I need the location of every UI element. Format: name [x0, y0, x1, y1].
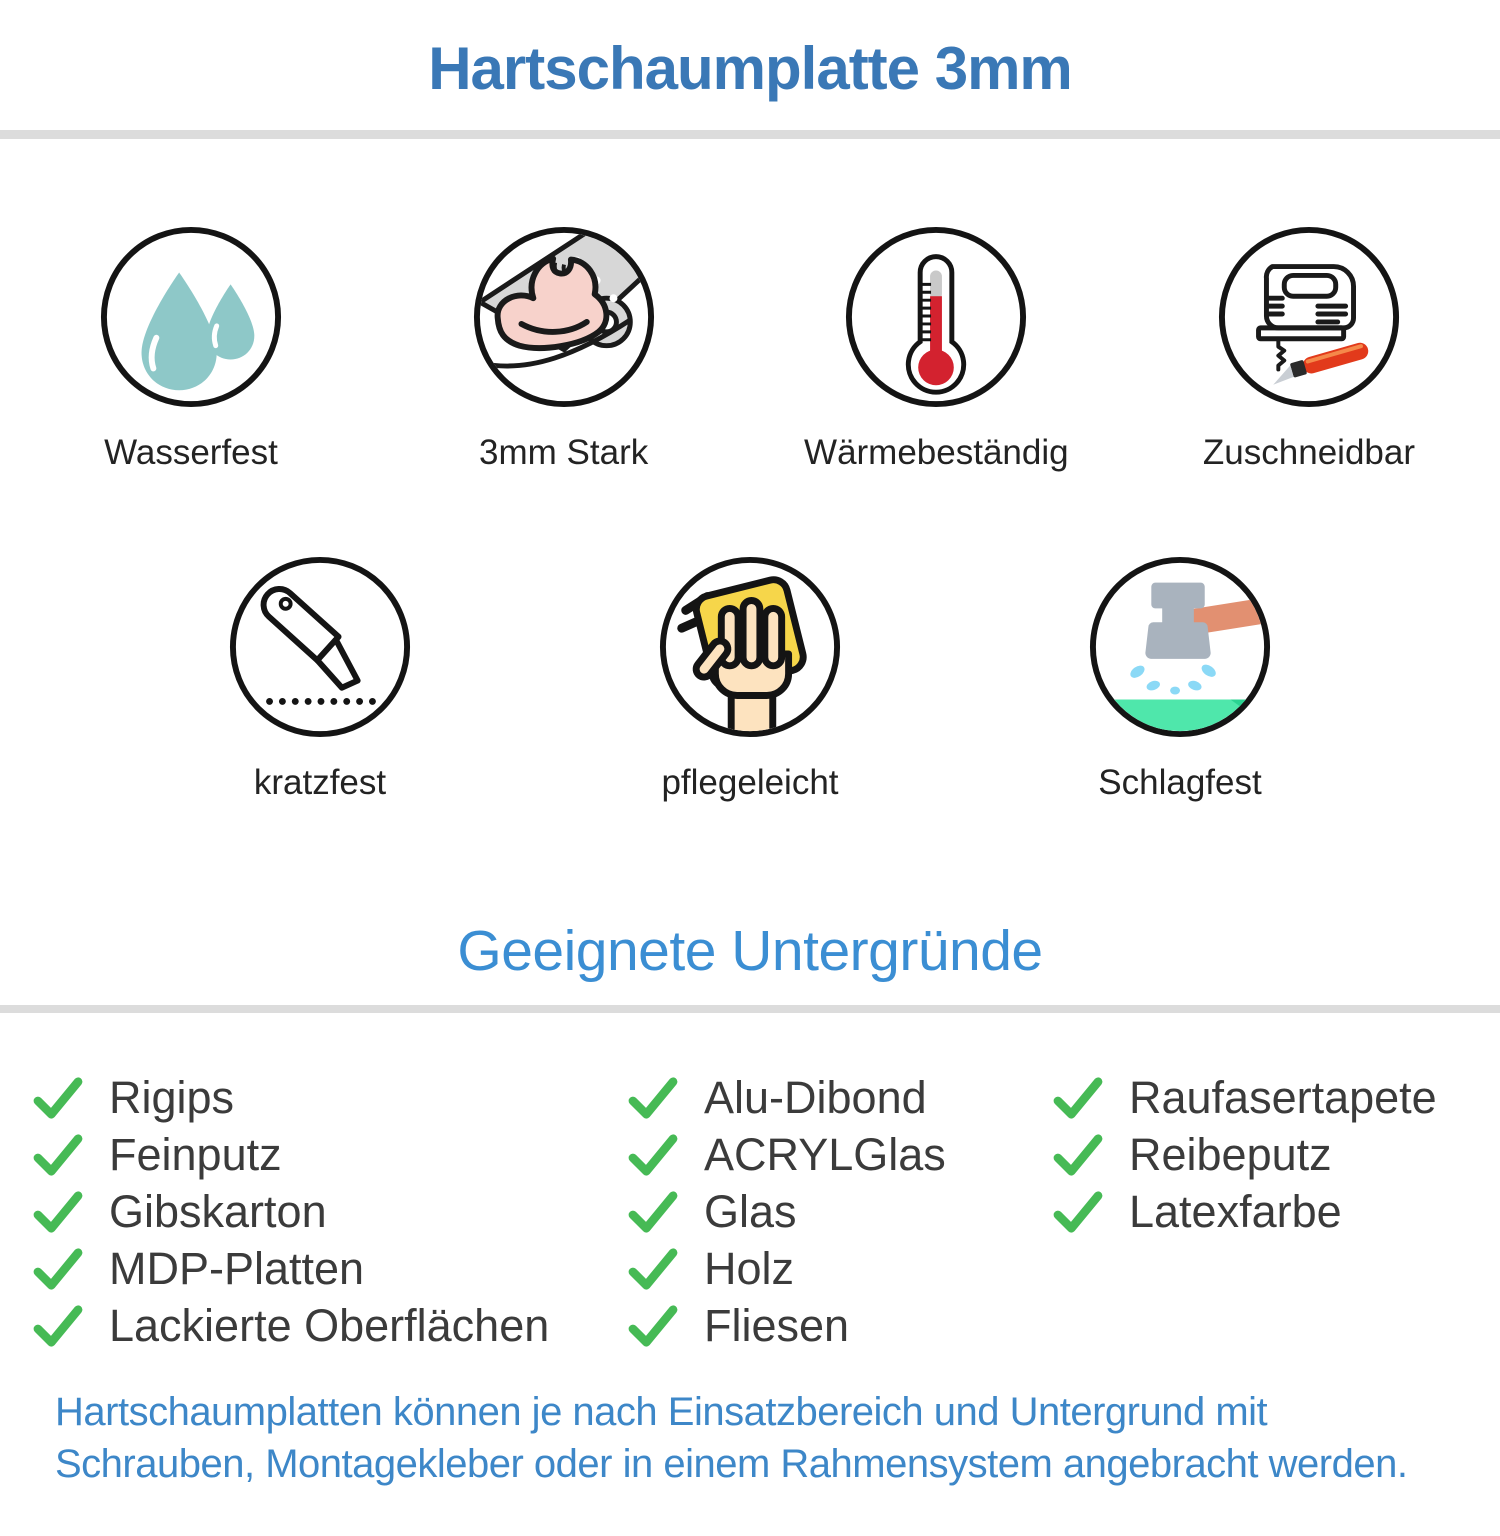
checkmark-icon — [628, 1076, 678, 1120]
list-item — [1053, 1069, 1500, 1126]
checkmark-icon — [628, 1133, 678, 1177]
checkmark-icon — [1053, 1076, 1103, 1120]
list-item — [1053, 1126, 1500, 1183]
list-item — [33, 1183, 628, 1240]
substrate-label: Feinputz — [109, 1128, 282, 1180]
substrate-label: Lackierte Oberflächen — [109, 1299, 550, 1351]
footer-note — [0, 1386, 1500, 1490]
substrate-label: ACRYLGlas — [704, 1128, 946, 1180]
checkmark-icon — [33, 1304, 83, 1348]
hand-wipe-icon — [656, 553, 844, 741]
substrate-label: Latexfarbe — [1129, 1185, 1342, 1237]
feature-pflegeleicht — [625, 553, 875, 803]
checkmark-icon — [33, 1133, 83, 1177]
page-title: Hartschaumplatte 3mm — [428, 35, 1072, 102]
feature-kratzfest — [195, 553, 445, 803]
feature-label: 3mm Stark — [479, 433, 649, 472]
list-item — [33, 1126, 628, 1183]
list-item — [33, 1069, 628, 1126]
feature-row-1 — [0, 223, 1500, 473]
list-item — [33, 1297, 628, 1354]
substrate-label: Reibeputz — [1129, 1128, 1332, 1180]
feature-label: Zuschneidbar — [1202, 433, 1415, 472]
footer-line-1: Hartschaumplatten können je nach Einsatzbereich und Untergrund mit — [55, 1390, 1268, 1434]
feature-label: kratzfest — [253, 763, 387, 802]
feature-label: Schlagfest — [1098, 763, 1262, 802]
substrate-label: Holz — [704, 1242, 795, 1294]
checkmark-icon — [33, 1190, 83, 1234]
substrate-label: Raufasertapete — [1129, 1071, 1437, 1123]
list-item — [628, 1183, 1053, 1240]
substrate-label: Rigips — [109, 1071, 235, 1123]
divider — [0, 1005, 1500, 1013]
substrate-label: Glas — [704, 1185, 797, 1237]
substrates-column-3 — [1053, 1069, 1500, 1354]
list-item — [628, 1297, 1053, 1354]
substrate-label: Gibskarton — [109, 1185, 327, 1237]
list-item — [628, 1069, 1053, 1126]
checkmark-icon — [33, 1247, 83, 1291]
feature-label: Wärmebeständig — [804, 433, 1069, 472]
checkmark-icon — [628, 1190, 678, 1234]
water-drops-icon — [97, 223, 285, 411]
substrate-label: Alu-Dibond — [704, 1071, 927, 1123]
feature-row-2 — [0, 553, 1500, 803]
footer-line-2: Schrauben, Montagekleber oder in einem Rahmensystem angebracht werden. — [55, 1442, 1408, 1486]
substrates-list — [0, 1069, 1500, 1354]
list-item — [1053, 1183, 1500, 1240]
substrate-label: Fliesen — [704, 1299, 850, 1351]
utility-knife-icon — [226, 553, 414, 741]
section-heading: Geeignete Untergründe — [457, 919, 1043, 983]
list-item — [628, 1240, 1053, 1297]
checkmark-icon — [33, 1076, 83, 1120]
thermometer-icon — [842, 223, 1030, 411]
feature-label: Wasserfest — [104, 433, 278, 472]
feature-label: pflegeleicht — [661, 763, 839, 802]
feature-wasserfest — [66, 223, 316, 473]
hammer-impact-icon — [1086, 553, 1274, 741]
checkmark-icon — [1053, 1133, 1103, 1177]
feature-3mm-stark — [439, 223, 689, 473]
list-item — [628, 1126, 1053, 1183]
checkmark-icon — [628, 1247, 678, 1291]
feature-zuschneidbar — [1184, 223, 1434, 473]
feature-schlagfest — [1055, 553, 1305, 803]
checkmark-icon — [1053, 1190, 1103, 1234]
divider — [0, 130, 1500, 139]
substrate-label: MDP-Platten — [109, 1242, 365, 1294]
list-item — [33, 1240, 628, 1297]
jigsaw-cutter-icon — [1215, 223, 1403, 411]
substrates-column-1 — [33, 1069, 628, 1354]
checkmark-icon — [628, 1304, 678, 1348]
muscle-arm-icon — [470, 223, 658, 411]
feature-waermebestaendig — [804, 223, 1069, 473]
substrates-column-2 — [628, 1069, 1053, 1354]
